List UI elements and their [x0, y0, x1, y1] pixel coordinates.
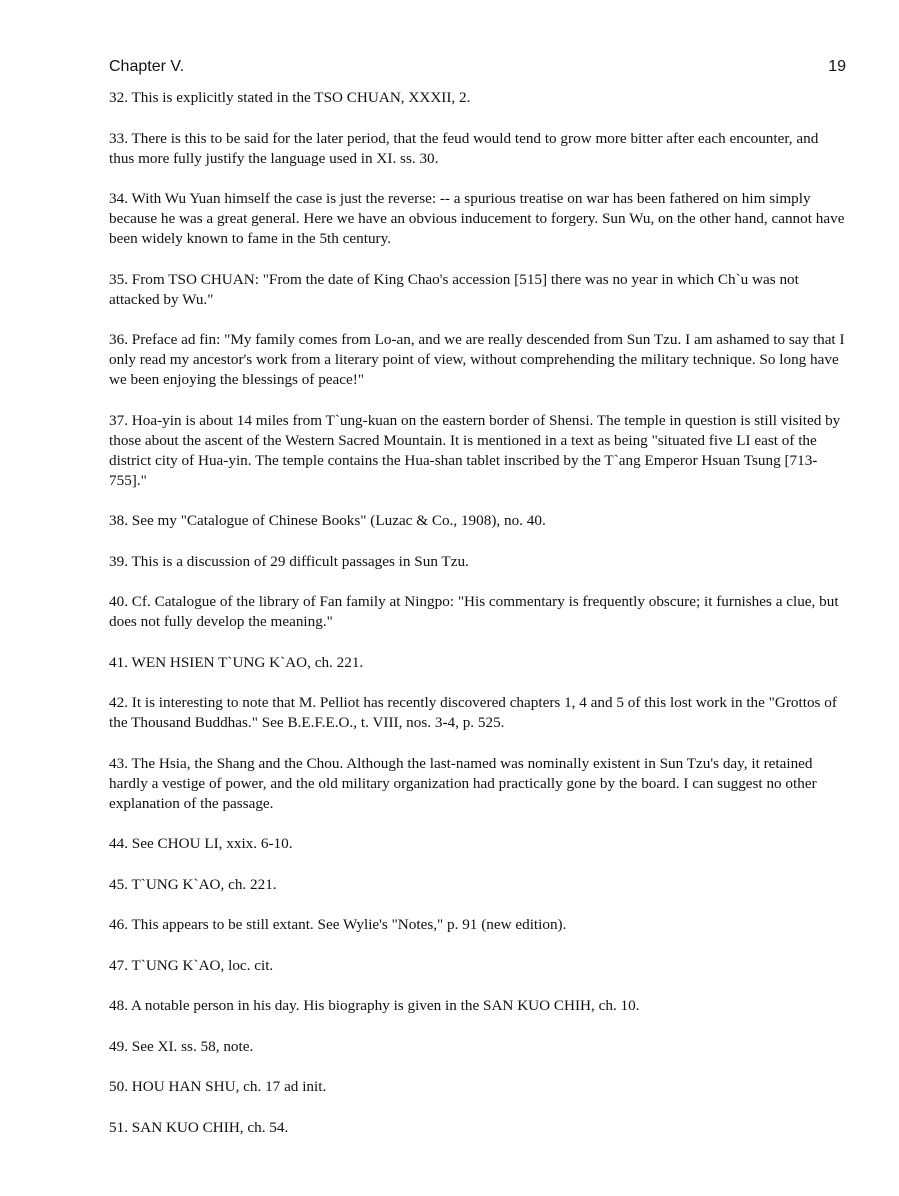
footnote-36: 36. Preface ad fin: "My family comes from Lo-an, and we are really descended from Sun Tzu. I am ashamed to say that I only read my ancestor's work from a literary point of view, without comprehending the military technique. So long have we been enjoying the blessings of peace!": [109, 331, 845, 388]
footnote-45: 45. T`UNG K`AO, ch. 221.: [109, 875, 277, 893]
footnote-43: 43. The Hsia, the Shang and the Chou. Although the last-named was nominally existent in Sun Tzu's day, it retained hardly a vestige of power, and the old military organization had practically gone by the board. I can suggest no other explanation of the passage.: [109, 754, 817, 812]
footnote-40: 40. Cf. Catalogue of the library of Fan family at Ningpo: "His commentary is frequently obscure; it furnishes a clue, but does not fully develop the meaning.": [109, 593, 839, 630]
chapter-title: Chapter V.: [109, 58, 185, 75]
footnote-48: 48. A notable person in his day. His biography is given in the SAN KUO CHIH, ch. 10.: [109, 997, 640, 1014]
page-header: [109, 56, 846, 78]
footnote-39: 39. This is a discussion of 29 difficult passages in Sun Tzu.: [109, 552, 469, 570]
footnote-46: 46. This appears to be still extant. See Wylie's "Notes," p. 91 (new edition).: [109, 916, 567, 933]
footnotes-list: [109, 88, 845, 1158]
footnote-47: 47. T`UNG K`AO, loc. cit.: [109, 956, 274, 974]
footnote-35: 35. From TSO CHUAN: "From the date of King Chao's accession [515] there was no year in which Ch`u was not attacked by Wu.": [109, 270, 799, 308]
footnote-33: 33. There is this to be said for the later period, that the feud would tend to grow more bitter after each encounter, and thus more fully justify the language used in XI. ss. 30.: [109, 129, 819, 167]
footnote-44: 44. See CHOU LI, xxix. 6-10.: [109, 835, 293, 852]
footnote-42: 42. It is interesting to note that M. Pelliot has recently discovered chapters 1, 4 and 5 of this lost work in the "Grottos of the Thousand Buddhas." See B.E.F.E.O., t. VIII, nos. 3-4, p. 525.: [109, 694, 837, 731]
page-number: 19: [828, 58, 846, 75]
footnote-41: 41. WEN HSIEN T`UNG K`AO, ch. 221.: [109, 653, 364, 671]
footnote-37: 37. Hoa-yin is about 14 miles from T`ung-kuan on the eastern border of Shensi. The temple in question is still visited by those about the ascent of the Western Sacred Mountain. It is mentioned in a text as being "situated five LI east of the district city of Hua-yin. The temple contains the Hua-shan tablet inscribed by the T`ang Emperor Hsuan Tsung [713-755].": [109, 411, 841, 489]
footnote-50: 50. HOU HAN SHU, ch. 17 ad init.: [109, 1078, 327, 1095]
footnote-32: 32. This is explicitly stated in the TSO CHUAN, XXXII, 2.: [109, 89, 471, 106]
footnote-51: 51. SAN KUO CHIH, ch. 54.: [109, 1118, 289, 1136]
footnote-38: 38. See my "Catalogue of Chinese Books" (Luzac & Co., 1908), no. 40.: [109, 512, 546, 529]
footnote-34: 34. With Wu Yuan himself the case is just the reverse: -- a spurious treatise on war has been fathered on him simply because he was a great general. Here we have an obvious inducement to forgery. Sun Wu, on the other hand, cannot have been widely known to fame in the 5th century.: [109, 190, 845, 247]
footnote-49: 49. See XI. ss. 58, note.: [109, 1037, 254, 1055]
